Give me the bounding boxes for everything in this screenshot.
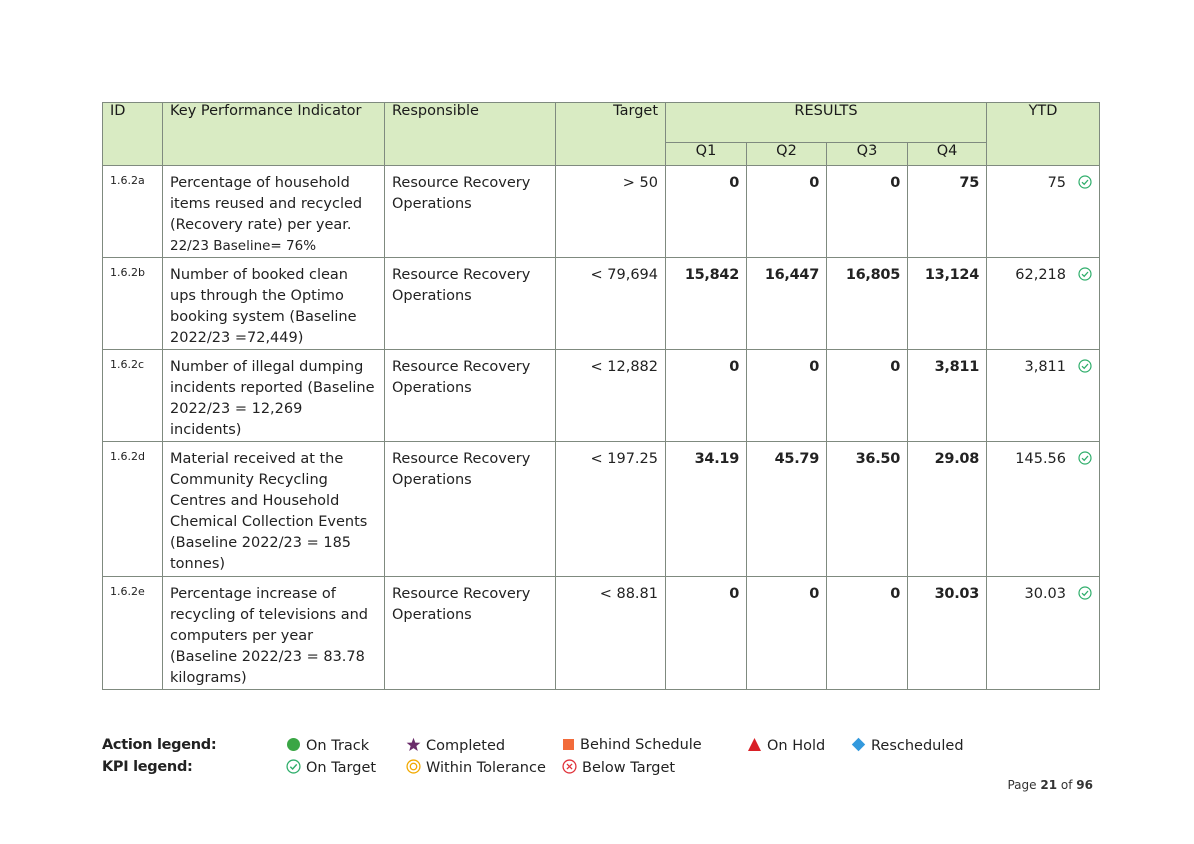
table-row	[103, 258, 1100, 350]
on-target-icon	[1078, 359, 1092, 373]
row-responsible: Resource Recovery Operations	[385, 166, 556, 258]
row-q1: 0	[666, 166, 747, 258]
on-target-icon	[1078, 586, 1092, 600]
row-q2: 0	[747, 350, 827, 442]
check-circle-icon	[286, 759, 301, 774]
row-ytd: 30.03	[987, 577, 1100, 690]
diamond-icon	[851, 737, 866, 752]
row-target: < 79,694	[556, 258, 666, 350]
row-kpi: Percentage increase of recycling of televisions and computers per year (Baseline 2022/23 = 83.78 kilograms)	[163, 577, 385, 690]
row-q4: 29.08	[908, 442, 987, 577]
row-id: 1.6.2a	[103, 166, 163, 258]
row-q3: 0	[827, 350, 908, 442]
row-q1: 34.19	[666, 442, 747, 577]
row-kpi: Number of illegal dumping incidents reported (Baseline 2022/23 = 12,269 incidents)	[163, 350, 385, 442]
row-q1: 15,842	[666, 258, 747, 350]
header-q3: Q3	[827, 143, 908, 166]
row-q3: 0	[827, 166, 908, 258]
star-icon	[406, 737, 421, 752]
row-q4: 3,811	[908, 350, 987, 442]
row-q2: 0	[747, 577, 827, 690]
row-q4: 75	[908, 166, 987, 258]
row-responsible: Resource Recovery Operations	[385, 577, 556, 690]
legend-on-hold: On Hold	[747, 737, 825, 754]
row-id: 1.6.2d	[103, 442, 163, 577]
row-q4: 13,124	[908, 258, 987, 350]
row-target: < 197.25	[556, 442, 666, 577]
row-q3: 0	[827, 577, 908, 690]
action-legend-label: Action legend:	[102, 737, 217, 753]
header-target: Target	[556, 103, 666, 166]
header-kpi: Key Performance Indicator	[163, 103, 385, 166]
row-ytd: 145.56	[987, 442, 1100, 577]
row-q2: 45.79	[747, 442, 827, 577]
legend-within-tolerance: Within Tolerance	[406, 759, 546, 776]
header-ytd: YTD	[987, 103, 1100, 166]
row-responsible: Resource Recovery Operations	[385, 350, 556, 442]
on-target-icon	[1078, 267, 1092, 281]
row-q1: 0	[666, 577, 747, 690]
kpi-legend-label: KPI legend:	[102, 759, 193, 775]
header-results: RESULTS	[666, 103, 987, 143]
table-row	[103, 577, 1100, 690]
row-q3: 36.50	[827, 442, 908, 577]
page-number: Page 21 of 96	[1007, 778, 1093, 792]
kpi-table	[102, 102, 1100, 690]
triangle-icon	[747, 737, 762, 752]
row-ytd: 62,218	[987, 258, 1100, 350]
row-ytd: 75	[987, 166, 1100, 258]
row-q2: 16,447	[747, 258, 827, 350]
table-row	[103, 166, 1100, 258]
row-responsible: Resource Recovery Operations	[385, 442, 556, 577]
row-kpi-baseline: 22/23 Baseline= 76%	[170, 238, 317, 254]
on-target-icon	[1078, 451, 1092, 465]
legend-below-target: Below Target	[562, 759, 675, 776]
legend-on-track: On Track	[286, 737, 369, 754]
legend-rescheduled: Rescheduled	[851, 737, 964, 754]
legend	[102, 737, 1092, 782]
row-q4: 30.03	[908, 577, 987, 690]
row-id: 1.6.2b	[103, 258, 163, 350]
table-row	[103, 442, 1100, 577]
orange-square-icon	[562, 738, 575, 751]
row-kpi: Number of booked clean ups through the Optimo booking system (Baseline 2022/23 =72,449)	[163, 258, 385, 350]
row-kpi: Percentage of household items reused and recycled (Recovery rate) per year. 22/23 Baseline= 76%	[163, 166, 385, 258]
row-q1: 0	[666, 350, 747, 442]
on-target-icon	[1078, 175, 1092, 189]
header-q4: Q4	[908, 143, 987, 166]
row-id: 1.6.2e	[103, 577, 163, 690]
green-circle-icon	[286, 737, 301, 752]
table-row	[103, 350, 1100, 442]
legend-completed: Completed	[406, 737, 505, 754]
legend-behind-schedule: Behind Schedule	[562, 737, 702, 753]
row-target: > 50	[556, 166, 666, 258]
row-ytd: 3,811	[987, 350, 1100, 442]
row-q2: 0	[747, 166, 827, 258]
header-id: ID	[103, 103, 163, 166]
row-id: 1.6.2c	[103, 350, 163, 442]
x-circle-icon	[562, 759, 577, 774]
header-q1: Q1	[666, 143, 747, 166]
header-q2: Q2	[747, 143, 827, 166]
row-target: < 88.81	[556, 577, 666, 690]
row-kpi: Material received at the Community Recycling Centres and Household Chemical Collection Events (Baseline 2022/23 = 185 tonnes)	[163, 442, 385, 577]
header-responsible: Responsible	[385, 103, 556, 166]
target-circle-icon	[406, 759, 421, 774]
row-q3: 16,805	[827, 258, 908, 350]
row-target: < 12,882	[556, 350, 666, 442]
row-responsible: Resource Recovery Operations	[385, 258, 556, 350]
legend-on-target: On Target	[286, 759, 376, 776]
